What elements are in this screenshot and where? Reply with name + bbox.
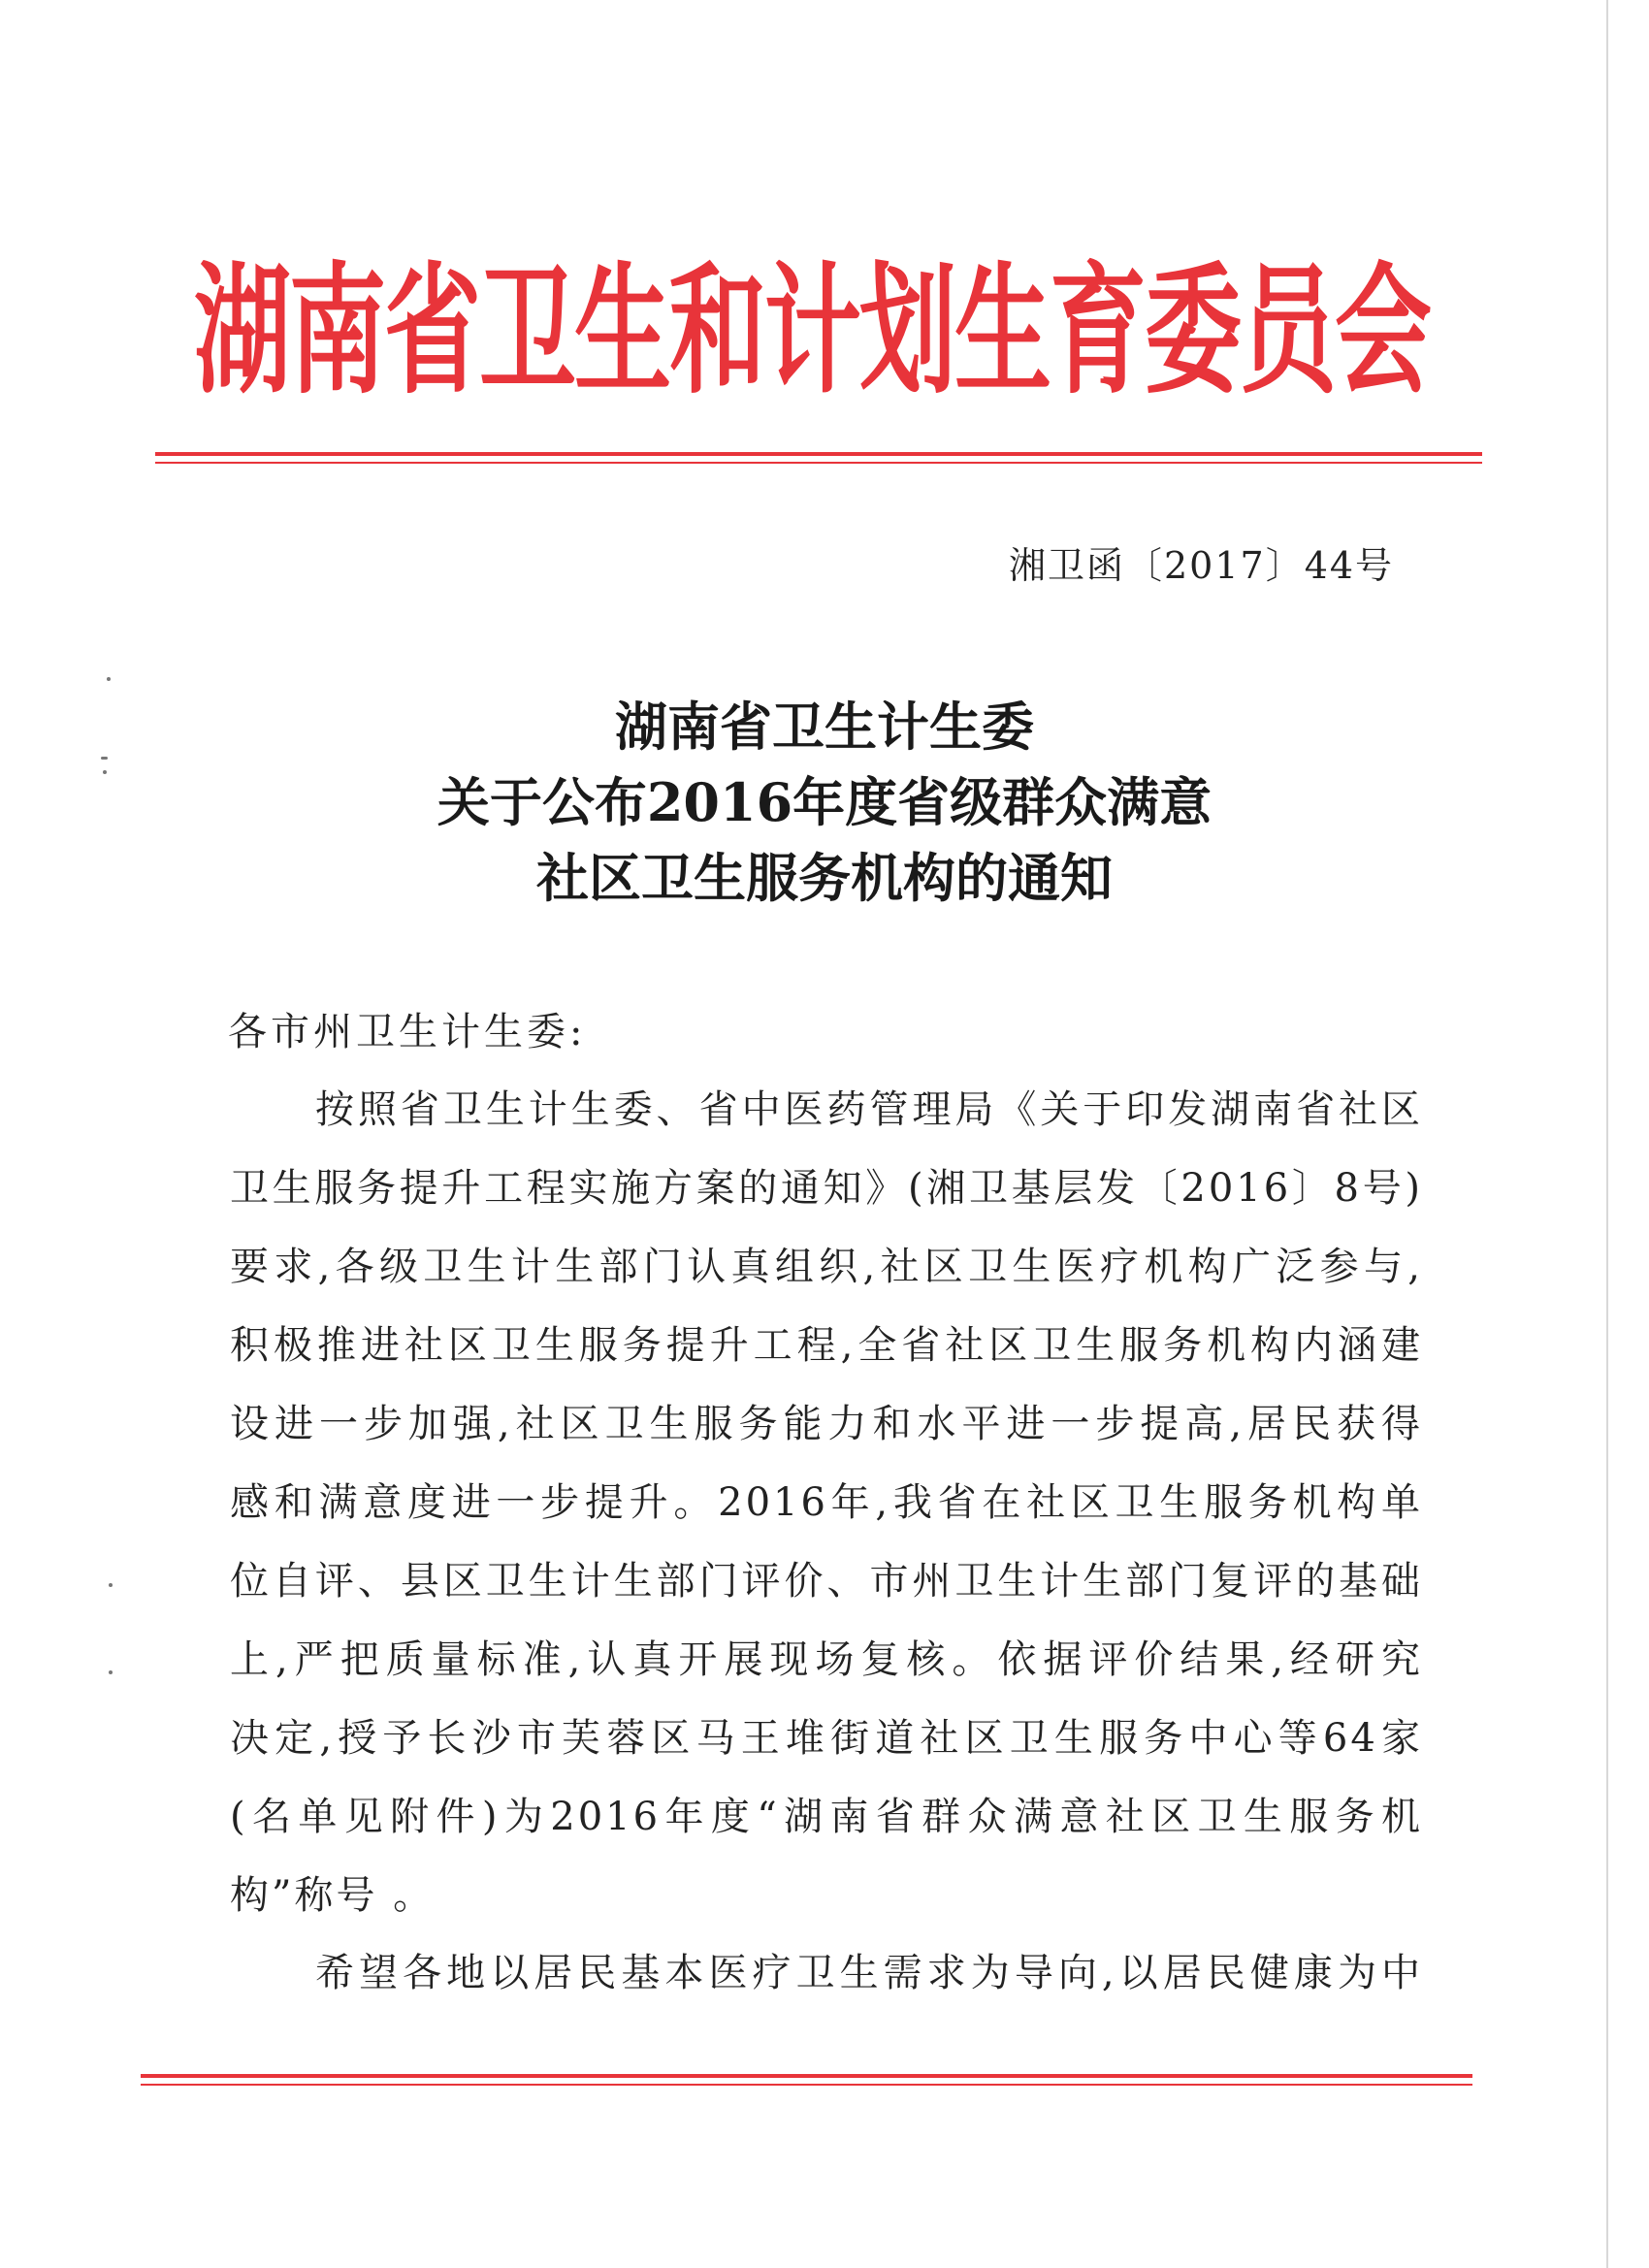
letterhead-title: 湖南省卫生和计划生育委员会 [194,248,1430,414]
scan-speck [107,677,111,681]
body-line: 卫生服务提升工程实施方案的通知》(湘卫基层发〔2016〕8号) [230,1166,1423,1211]
body-line: 按照省卫生计生委、省中医药管理局《关于印发湖南省社区 [315,1087,1423,1132]
scan-speck [109,1583,113,1587]
body-line: 积极推进社区卫生服务提升工程,全省社区卫生服务机构内涵建 [230,1323,1423,1368]
body-line: 感和满意度进一步提升。2016年,我省在社区卫生服务机构单 [230,1480,1423,1525]
title-line-1: 湖南省卫生计生委 [615,696,1034,758]
letterhead-rule-thin [155,462,1482,464]
body-paragraph-2 [230,1934,1423,2013]
body-line: 构”称号 。 [230,1873,436,1918]
body-line: 希望各地以居民基本医疗卫生需求为导向,以居民健康为中 [315,1951,1423,1995]
body-line: 决定,授予长沙市芙蓉区马王堆街道社区卫生服务中心等64家 [230,1716,1423,1761]
body-line: (名单见附件)为2016年度“湖南省群众满意社区卫生服务机 [230,1795,1423,1839]
scan-speck [103,770,107,774]
body-line: 上,严把质量标准,认真开展现场复核。依据评价结果,经研究 [230,1637,1423,1682]
salutation: 各市州卫生计生委: [228,1010,587,1054]
scan-speck [101,757,108,760]
footer-rule-thick [141,2074,1472,2078]
letterhead-rule-thick [155,452,1482,456]
scan-edge [1606,0,1608,2268]
title-line-2: 关于公布2016年度省级群众满意 [436,771,1212,833]
scan-speck [109,1670,113,1674]
body-line: 要求,各级卫生计生部门认真组织,社区卫生医疗机构广泛参与, [230,1245,1423,1289]
title-line-3: 社区卫生服务机构的通知 [536,847,1113,909]
body-line: 位自评、县区卫生计生部门评价、市州卫生计生部门复评的基础 [230,1559,1423,1604]
document-number: 湘卫函〔2017〕44号 [1009,544,1395,587]
footer-rule-thin [141,2084,1472,2086]
body-paragraph-1 [230,1071,1423,1935]
body-line: 设进一步加强,社区卫生服务能力和水平进一步提高,居民获得 [230,1402,1423,1446]
document-title [291,689,1358,916]
